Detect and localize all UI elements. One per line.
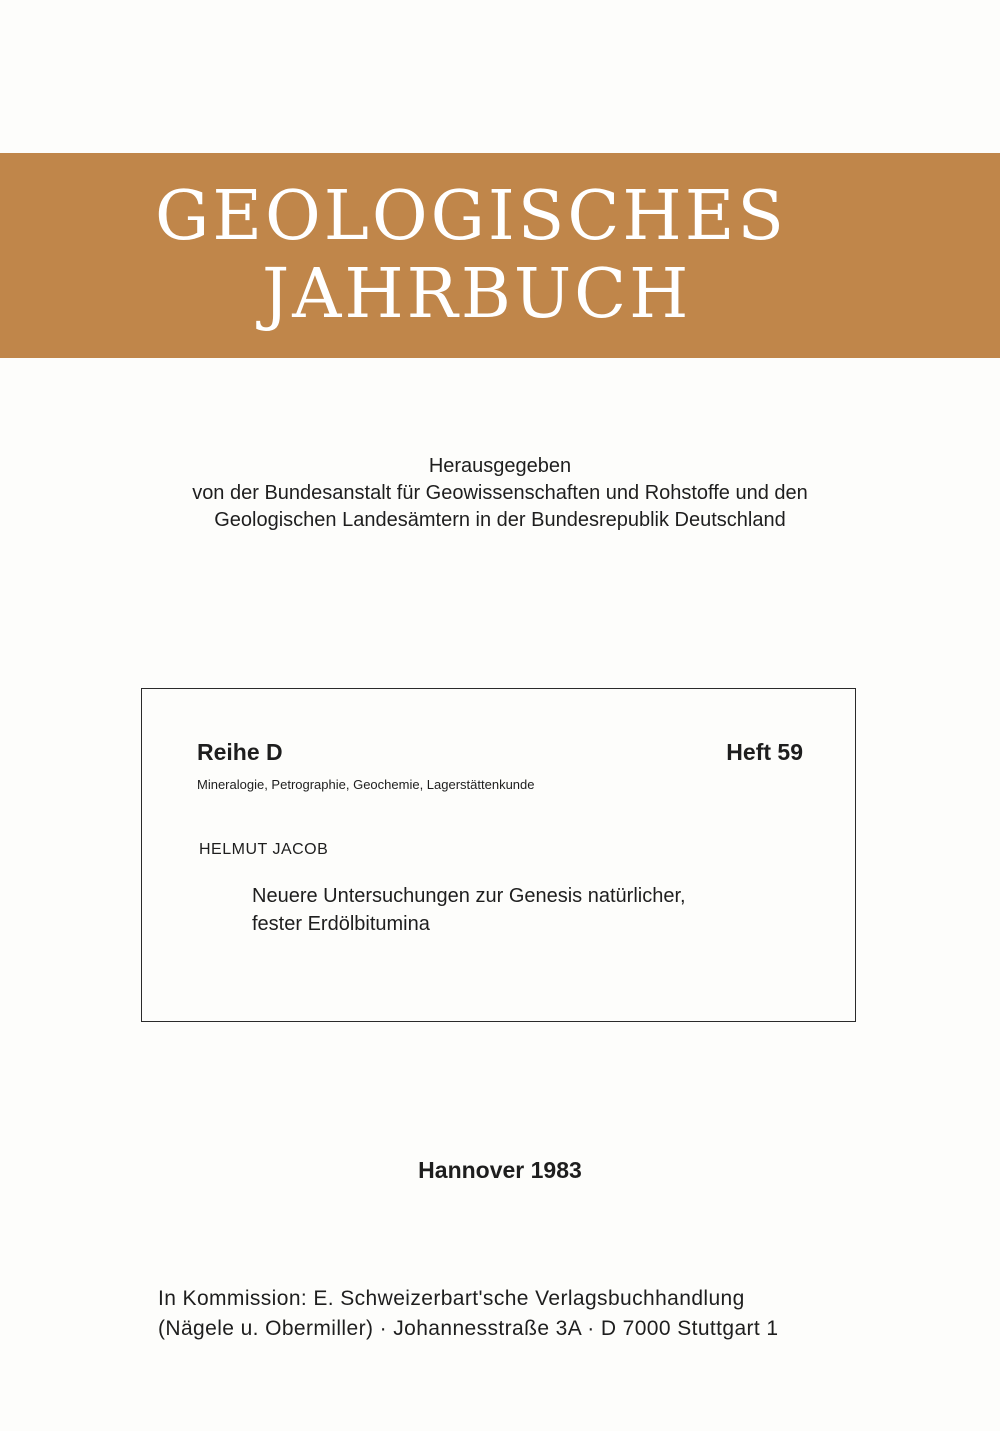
commission-block [158, 1284, 778, 1344]
publisher-line: von der Bundesanstalt für Geowissenschaften und Rohstoffe und den [192, 482, 808, 504]
journal-title-line2: JAHRBUCH [262, 255, 692, 334]
title-band [0, 153, 1000, 358]
series-label: Reihe D [197, 739, 283, 765]
journal-title-line1: GEOLOGISCHES [155, 177, 787, 256]
commission-line: In Kommission: E. Schweizerbart'sche Verlagsbuchhandlung [158, 1287, 745, 1310]
publisher-line: Geologischen Landesämtern in der Bundesrepublik Deutschland [214, 509, 786, 531]
work-title-line: fester Erdölbitumina [252, 913, 430, 935]
publisher-line: Herausgegeben [428, 455, 572, 477]
issue-number: Heft 59 [726, 739, 803, 765]
issue-box [141, 688, 856, 1022]
publisher-block [0, 453, 1000, 534]
author-name: HELMUT JACOB [199, 841, 329, 858]
work-title-line: Neuere Untersuchungen zur Genesis natürlicher, [252, 885, 686, 907]
commission-line: (Nägele u. Obermiller) · Johannesstraße 3A · D 7000 Stuttgart 1 [158, 1317, 779, 1340]
series-subjects: Mineralogie, Petrographie, Geochemie, Lagerstättenkunde [197, 777, 535, 792]
work-title [252, 882, 686, 938]
place-year: Hannover 1983 [418, 1157, 582, 1183]
